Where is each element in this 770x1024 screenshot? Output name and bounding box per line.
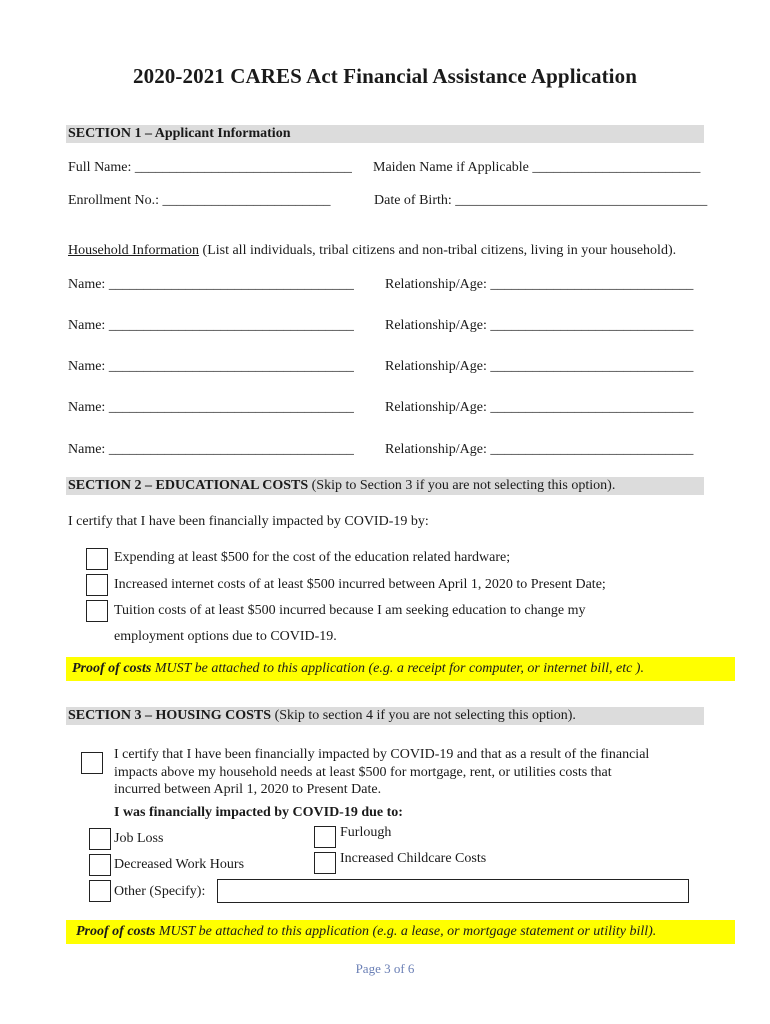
household-name-field[interactable]: Name: ___________________________________ (68, 359, 354, 374)
household-name-field[interactable]: Name: ___________________________________ (68, 400, 354, 415)
section3-proof-banner (66, 920, 735, 944)
household-info (68, 243, 676, 259)
household-relationship-field[interactable]: Relationship/Age: _____________________________ (385, 359, 694, 374)
maiden-name-field[interactable]: Maiden Name if Applicable ________________________ (373, 160, 701, 175)
certify-line: I certify that I have been financially impacted by COVID-19 and that as a result of the financial (114, 747, 650, 762)
household-relationship-field[interactable]: Relationship/Age: _____________________________ (385, 400, 694, 415)
page-title: 2020-2021 CARES Act Financial Assistance Application (133, 64, 637, 88)
housing-certify-text (114, 746, 714, 799)
section1-heading: SECTION 1 – Applicant Information (68, 126, 291, 141)
furlough-checkbox[interactable] (314, 826, 336, 848)
childcare-label: Increased Childcare Costs (340, 851, 487, 866)
household-name-field[interactable]: Name: ___________________________________ (68, 277, 354, 292)
household-relationship-field[interactable]: Relationship/Age: _____________________________ (385, 442, 694, 457)
other-label: Other (Specify): (114, 884, 206, 899)
tuition-option-continuation: employment options due to COVID-19. (114, 629, 337, 644)
proof-text: MUST be attached to this application (e.g. a lease, or mortgage statement or utility bill). (155, 924, 657, 939)
certify-line: incurred between April 1, 2020 to Present Date. (114, 782, 382, 797)
decreased-hours-checkbox[interactable] (89, 854, 111, 876)
section2-certify: I certify that I have been financially impacted by COVID-19 by: (68, 514, 429, 529)
proof-bold: Proof of costs (76, 924, 156, 939)
household-label: Household Information (68, 243, 200, 258)
other-checkbox[interactable] (89, 880, 111, 902)
job-loss-checkbox[interactable] (89, 828, 111, 850)
section2-heading: SECTION 2 – EDUCATIONAL COSTS (68, 478, 309, 493)
furlough-label: Furlough (340, 825, 392, 840)
job-loss-label: Job Loss (114, 831, 164, 846)
household-relationship-field[interactable]: Relationship/Age: _____________________________ (385, 318, 694, 333)
household-name-field[interactable]: Name: ___________________________________ (68, 442, 354, 457)
section2-proof-banner (66, 657, 735, 681)
household-name-field[interactable]: Name: ___________________________________ (68, 318, 354, 333)
internet-option-label: Increased internet costs of at least $500 incurred between April 1, 2020 to Present Date; (114, 577, 606, 592)
proof-text: MUST be attached to this application (e.g. a receipt for computer, or internet bill, etc ). (151, 661, 644, 676)
internet-checkbox[interactable] (86, 574, 108, 596)
household-relationship-field[interactable]: Relationship/Age: _____________________________ (385, 277, 694, 292)
proof-bold: Proof of costs (72, 661, 152, 676)
tuition-option-label: Tuition costs of at least $500 incurred because I am seeking education to change my (114, 603, 586, 618)
section3-note: (Skip to section 4 if you are not selecting this option). (271, 708, 576, 723)
housing-certify-checkbox[interactable] (81, 752, 103, 774)
dob-field[interactable]: Date of Birth: ____________________________________ (374, 193, 708, 208)
household-note: (List all individuals, tribal citizens and non-tribal citizens, living in your household). (199, 243, 677, 258)
section2-note: (Skip to Section 3 if you are not selecting this option). (308, 478, 616, 493)
section2-header (66, 477, 704, 495)
section3-header (66, 707, 704, 725)
section3-heading: SECTION 3 – HOUSING COSTS (68, 708, 272, 723)
enrollment-field[interactable]: Enrollment No.: ________________________ (68, 193, 331, 208)
section1-header (66, 125, 704, 143)
full-name-field[interactable]: Full Name: _______________________________ (68, 160, 352, 175)
other-specify-input[interactable] (217, 879, 689, 903)
impacted-heading: I was financially impacted by COVID-19 due to: (114, 805, 403, 820)
hardware-checkbox[interactable] (86, 548, 108, 570)
childcare-checkbox[interactable] (314, 852, 336, 874)
page-number: Page 3 of 6 (355, 961, 415, 976)
tuition-checkbox[interactable] (86, 600, 108, 622)
certify-line: impacts above my household needs at least $500 for mortgage, rent, or utilities costs that (114, 764, 612, 780)
decreased-hours-label: Decreased Work Hours (114, 857, 245, 872)
hardware-option-label: Expending at least $500 for the cost of the education related hardware; (114, 550, 511, 565)
